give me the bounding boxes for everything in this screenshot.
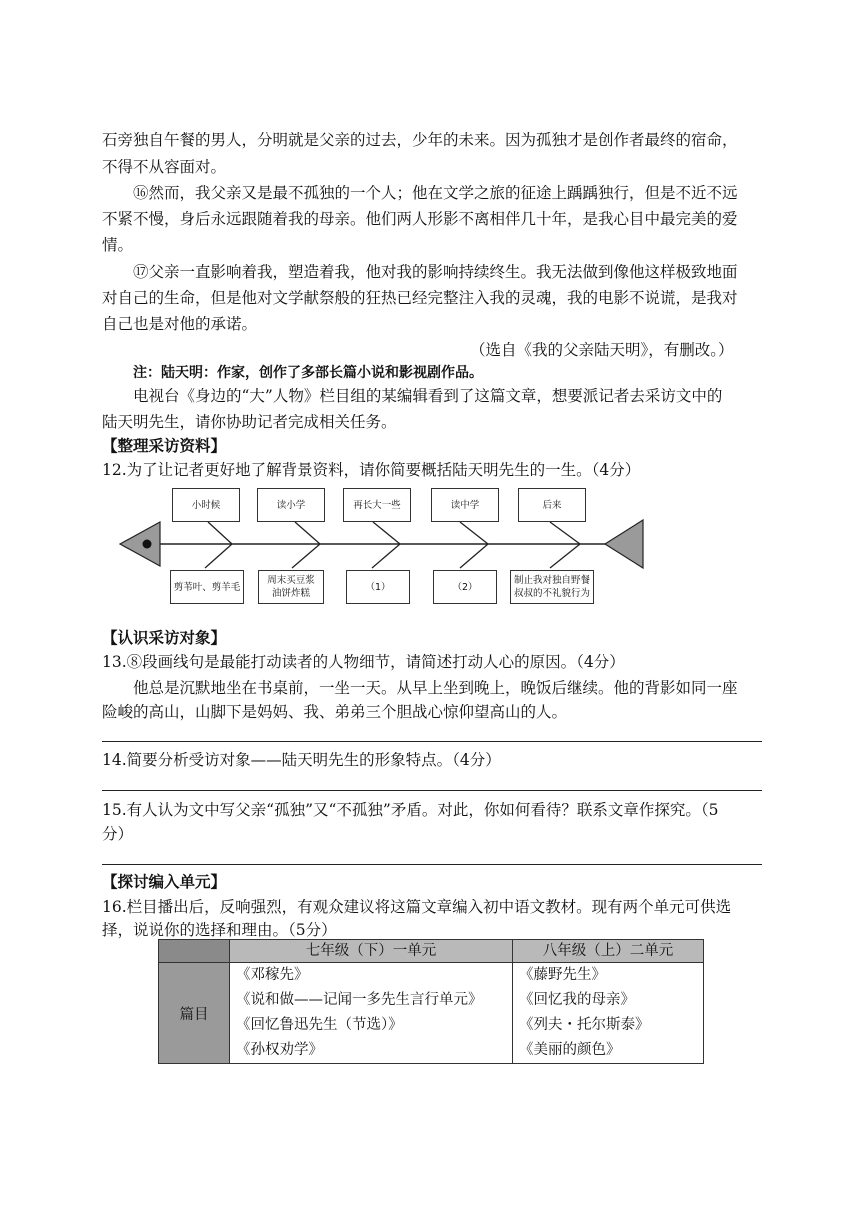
list-item: 《藤野先生》 [519, 967, 606, 983]
intro-text: 电视台《身边的“大”人物》栏目组的某编辑看到了这篇文章，想要派记者去采访文中的 [133, 387, 723, 405]
question-15: 分） [102, 825, 134, 843]
fishbone-bottom-5 [510, 570, 594, 604]
source-citation: （选自《我的父亲陆天明》，有删改。） [470, 341, 734, 359]
fishbone-bottom-2 [258, 570, 324, 604]
question-16: 择，说说你的选择和理由。（5分） [102, 921, 337, 939]
grade7-list [230, 963, 513, 1064]
passage-line: 对自己的生命，但是他对文学献祭般的狂热已经完整注入我的灵魂，我的电影不说谎，是我对 [102, 289, 738, 307]
author-note: 注：陆天明：作家，创作了多部长篇小说和影视剧作品。 [133, 365, 483, 381]
unit-choice-table [158, 939, 704, 1064]
list-item: 《美丽的颜色》 [519, 1042, 621, 1058]
question-15: 15.有人认为文中写父亲“孤独”又“不孤独”矛盾。对此，你如何看待？联系文章作探究。（5 [102, 801, 719, 819]
fishbone-top-middle-school: 读中学 [431, 488, 499, 522]
fishbone-top-childhood: 小时候 [172, 488, 240, 522]
paragraph-17: ⑰父亲一直影响着我，塑造着我，他对我的影响持续终生。我无法做到像他这样极致地面 [133, 263, 738, 281]
fishbone-blank-1: （1） [346, 570, 410, 604]
question-12: 12.为了让记者更好地了解背景资料，请你简要概括陆天明先生的一生。（4分） [102, 461, 641, 479]
passage-line: 不得不从容面对。 [102, 158, 227, 176]
grade8-list [513, 963, 704, 1064]
list-item: 《回忆我的母亲》 [519, 992, 635, 1008]
fishbone-bottom-2-line: 油饼炸糕 [271, 588, 310, 599]
fishbone-top-older: 再长大一些 [343, 488, 411, 522]
paragraph-16: ⑯然而，我父亲又是最不孤独的一个人；他在文学之旅的征途上踽踽独行，但是不近不远 [133, 184, 738, 202]
list-item: 《回忆鲁迅先生（节选）》 [236, 1017, 403, 1033]
answer-line [102, 790, 762, 791]
answer-line [102, 864, 762, 865]
passage-line: 情。 [102, 236, 134, 254]
fishbone-bottom-1: 剪苇叶、剪羊毛 [170, 570, 244, 604]
quoted-sentence: 险峻的高山，山脚下是妈妈、我、弟弟三个胆战心惊仰望高山的人。 [102, 703, 568, 721]
passage-line: 石旁独自午餐的男人，分明就是父亲的过去，少年的未来。因为孤独才是创作者最终的宿命， [102, 131, 738, 149]
fishbone-bottom-5-line: 叔叔的不礼貌行为 [513, 588, 590, 599]
fishbone-bottom-5-line: 制止我对独自野餐 [513, 575, 590, 586]
list-item: 《说和做——记闻一多先生言行单元》 [236, 992, 483, 1008]
list-item: 《邓稼先》 [236, 967, 309, 983]
table-corner [159, 940, 230, 963]
passage-line: 自己也是对他的承诺。 [102, 315, 258, 333]
fishbone-diagram [110, 482, 650, 612]
answer-line [102, 741, 762, 742]
fishbone-top-primary-school: 读小学 [257, 488, 325, 522]
list-item: 《孙权劝学》 [236, 1042, 323, 1058]
question-14: 14.简要分析受访对象——陆天明先生的形象特点。（4分） [102, 751, 501, 769]
fishbone-blank-2: （2） [433, 570, 497, 604]
row-label: 篇目 [159, 963, 230, 1064]
passage-line: 不紧不慢，身后永远跟随着我的母亲。他们两人形影不离相伴几十年，是我心目中最完美的爱 [102, 210, 738, 228]
question-16: 16.栏目播出后，反响强烈，有观众建议将这篇文章编入初中语文教材。现有两个单元可供选 [102, 898, 732, 916]
question-13: 13.⑧段画线句是最能打动读者的人物细节，请简述打动人心的原因。（4分） [102, 653, 625, 671]
section-heading: 【整理采访资料】 [102, 436, 227, 455]
section-heading: 【认识采访对象】 [102, 628, 227, 647]
list-item: 《列夫・托尔斯泰》 [519, 1017, 650, 1033]
quoted-sentence: 他总是沉默地坐在书桌前，一坐一天。从早上坐到晚上，晚饭后继续。他的背影如同一座 [133, 679, 738, 697]
section-heading: 【探讨编入单元】 [102, 872, 227, 891]
intro-text: 陆天明先生，请你协助记者完成相关任务。 [102, 413, 397, 431]
unit-grade7-header: 七年级（下）一单元 [230, 940, 513, 963]
fishbone-top-later: 后来 [518, 488, 586, 522]
unit-grade8-header: 八年级（上）二单元 [513, 940, 704, 963]
fishbone-bottom-2-line: 周末买豆浆 [267, 575, 315, 586]
